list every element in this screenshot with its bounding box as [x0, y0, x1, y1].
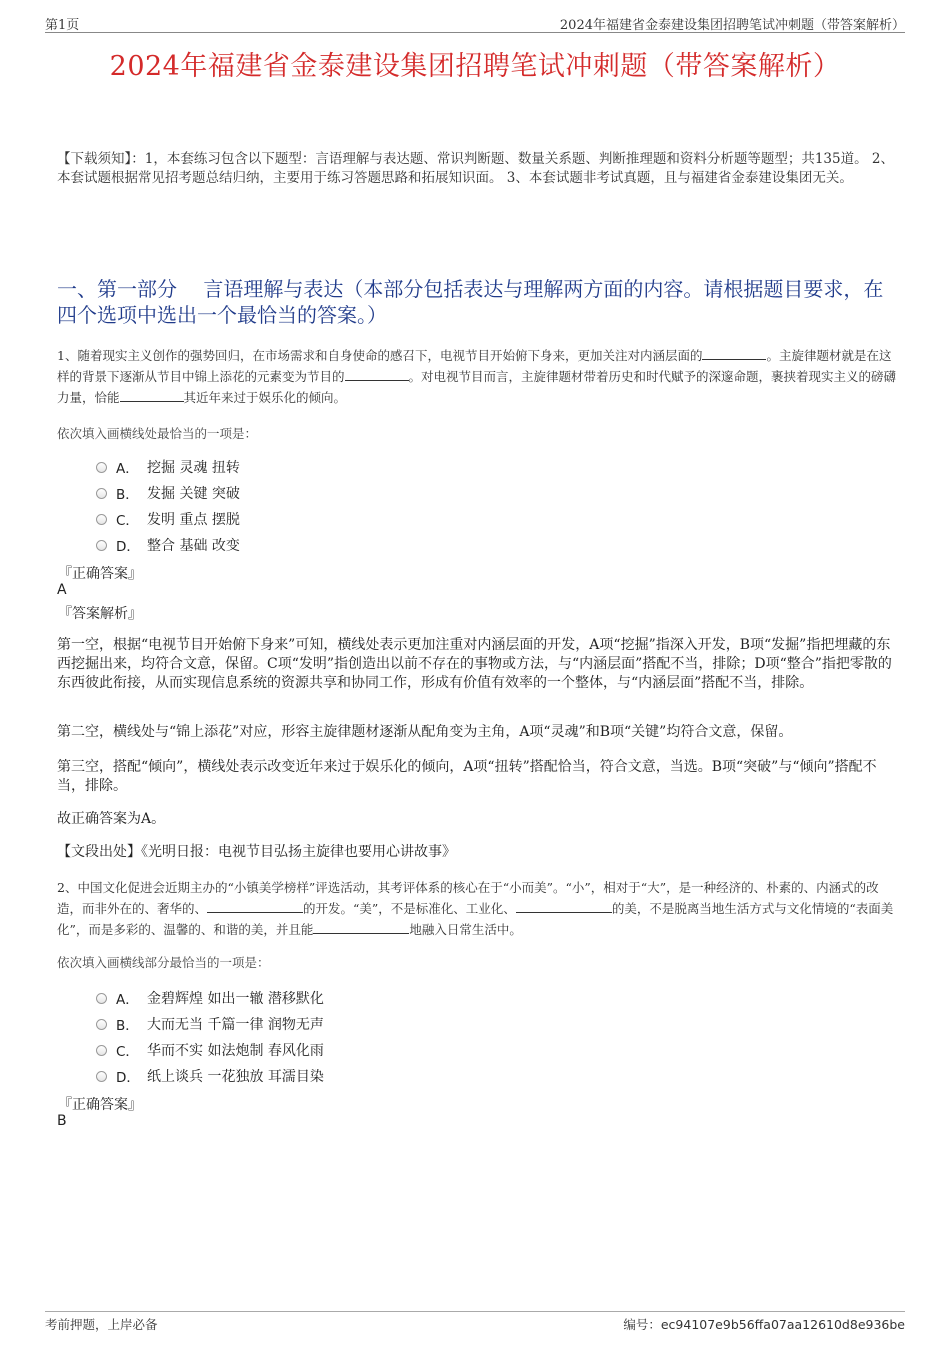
q1-option-a[interactable]	[96, 457, 240, 477]
q1-text-part3: 。对电视节目而言，主旋律题材带着历史和时代赋予的深邃命题，裹挟着现实主义的磅礴力量，恰能	[57, 369, 897, 405]
q1-analysis-para-1: 第一空，根据“电视节目开始俯下身来”可知，横线处表示更加注重对内涵层面的开发，A项“挖掘”指深入开发，B项“发掘”指把埋藏的东西挖掘出来，均符合文意，保留。C项“发明”指创造出以前不存在的事物或方法，与“内涵层面”搭配不当，排除；D项“整合”指把零散的东西彼此衔接，从而实现信息系统的资源共享和协同工作，形成有价值有效率的一个整体，与“内涵层面”搭配不当，排除。	[57, 637, 892, 691]
radio-button[interactable]	[96, 1045, 107, 1056]
q1-blank-3	[120, 389, 184, 402]
q1-answer: A	[57, 582, 67, 598]
q1-blank-1	[702, 347, 766, 360]
radio-button[interactable]	[96, 1071, 107, 1082]
q1-analysis-para-2: 第二空，横线处与“锦上添花”对应，形容主旋律题材逐渐从配角变为主角，A项“灵魂”和B项“关键”均符合文意，保留。	[57, 724, 793, 740]
q1-analysis-conclusion: 故正确答案为A。	[57, 811, 166, 827]
header-divider	[45, 32, 905, 33]
question-1-text	[57, 345, 902, 408]
radio-button[interactable]	[96, 540, 107, 551]
footer-divider	[45, 1311, 905, 1312]
q1-analysis-para-3: 第三空，搭配“倾向”，横线处表示改变近年来过于娱乐化的倾向，A项“扭转”搭配恰当，符合文意，当选。B项“突破”与“倾向”搭配不当，排除。	[57, 759, 877, 794]
footer-slogan: 考前押题，上岸必备	[45, 1317, 158, 1332]
radio-button[interactable]	[96, 514, 107, 525]
document-title: 2024年福建省金泰建设集团招聘笔试冲刺题（带答案解析）	[109, 51, 841, 82]
option-letter: A．	[116, 992, 139, 1008]
q1-text-part2: 。主旋律题材就是在这样的背景下逐渐从节目中锦上添花的元素变为节目的	[57, 348, 892, 384]
radio-button[interactable]	[96, 1019, 107, 1030]
option-letter: C．	[116, 513, 139, 529]
option-text: 发明 重点 摆脱	[147, 512, 240, 528]
document-code-label: 编号：	[623, 1317, 661, 1332]
q1-answer-label: 『正确答案』	[58, 566, 142, 582]
question-2-text	[57, 877, 902, 940]
q1-option-d[interactable]	[96, 535, 240, 555]
page-number: 第1页	[45, 18, 80, 33]
option-letter: C．	[116, 1044, 139, 1060]
download-notice: 【下载须知】：1，本套练习包含以下题型：言语理解与表达题、常识判断题、数量关系题、判断推理题和资料分析题等题型；共135道。 2、本套试题根据常见招考题总结归纳，主要用于练习答题思路和拓展知识面。 3、本套试题非考试真题，且与福建省金泰建设集团无关。	[57, 151, 894, 186]
q2-option-a[interactable]	[96, 988, 324, 1008]
q1-blank-2	[345, 368, 409, 381]
q1-text-part1: 1、随着现实主义创作的强势回归，在市场需求和自身使命的感召下，电视节目开始俯下身来，更加关注对内涵层面的	[57, 348, 703, 363]
q1-text-part4: 其近年来过于娱乐化的倾向。	[183, 390, 347, 405]
option-letter: B．	[116, 487, 139, 503]
q2-text-part3: 的美，不是脱离当地生活方式与文化情境的“表面美化”，而是多彩的、温馨的、和谐的美，并且能	[57, 901, 894, 937]
option-letter: D．	[116, 1070, 140, 1086]
section-title: 一、第一部分 言语理解与表达（本部分包括表达与理解两方面的内容。请根据题目要求，在四个选项中选出一个最恰当的答案。）	[57, 277, 884, 327]
q2-text-part1: 2、中国文化促进会近期主办的“小镇美学榜样”评选活动，其考评体系的核心在于“小而美”。“小”，相对于“大”，是一种经济的、朴素的、内涵式的改造，而非外在的、奢华的、	[57, 880, 879, 916]
option-text: 整合 基础 改变	[147, 538, 240, 554]
option-text: 发掘 关键 突破	[147, 486, 240, 502]
q1-option-c[interactable]	[96, 509, 240, 529]
option-text: 华而不实 如法炮制 春风化雨	[147, 1043, 324, 1059]
q2-option-d[interactable]	[96, 1066, 324, 1086]
q2-text-part2: 的开发。“美”，不是标准化、工业化、	[303, 901, 516, 916]
q2-option-c[interactable]	[96, 1040, 324, 1060]
radio-button[interactable]	[96, 488, 107, 499]
q2-text-part4: 地融入日常生活中。	[409, 922, 522, 937]
q1-prompt: 依次填入画横线处最恰当的一项是：	[57, 426, 258, 441]
option-text: 大而无当 千篇一律 润物无声	[147, 1017, 324, 1033]
option-text: 金碧辉煌 如出一辙 潜移默化	[147, 991, 324, 1007]
q1-analysis-label: 『答案解析』	[58, 606, 142, 622]
q2-blank-1	[207, 900, 303, 913]
q2-prompt: 依次填入画横线部分最恰当的一项是：	[57, 955, 270, 970]
option-letter: D．	[116, 539, 140, 555]
q1-source: 【文段出处】《光明日报：电视节目弘扬主旋律也要用心讲故事》	[57, 844, 456, 860]
document-code	[623, 1315, 905, 1333]
q1-option-b[interactable]	[96, 483, 240, 503]
q2-answer: B	[57, 1113, 67, 1129]
q2-answer-label: 『正确答案』	[58, 1097, 142, 1113]
option-text: 纸上谈兵 一花独放 耳濡目染	[147, 1069, 324, 1085]
document-code-value: ec94107e9b56ffa07aa12610d8e936be	[660, 1317, 905, 1332]
running-title: 2024年福建省金泰建设集团招聘笔试冲刺题（带答案解析）	[559, 18, 905, 33]
option-text: 挖掘 灵魂 扭转	[147, 460, 240, 476]
radio-button[interactable]	[96, 462, 107, 473]
q2-blank-3	[313, 921, 409, 934]
radio-button[interactable]	[96, 993, 107, 1004]
option-letter: B．	[116, 1018, 139, 1034]
q2-option-b[interactable]	[96, 1014, 324, 1034]
option-letter: A．	[116, 461, 139, 477]
q2-blank-2	[516, 900, 612, 913]
